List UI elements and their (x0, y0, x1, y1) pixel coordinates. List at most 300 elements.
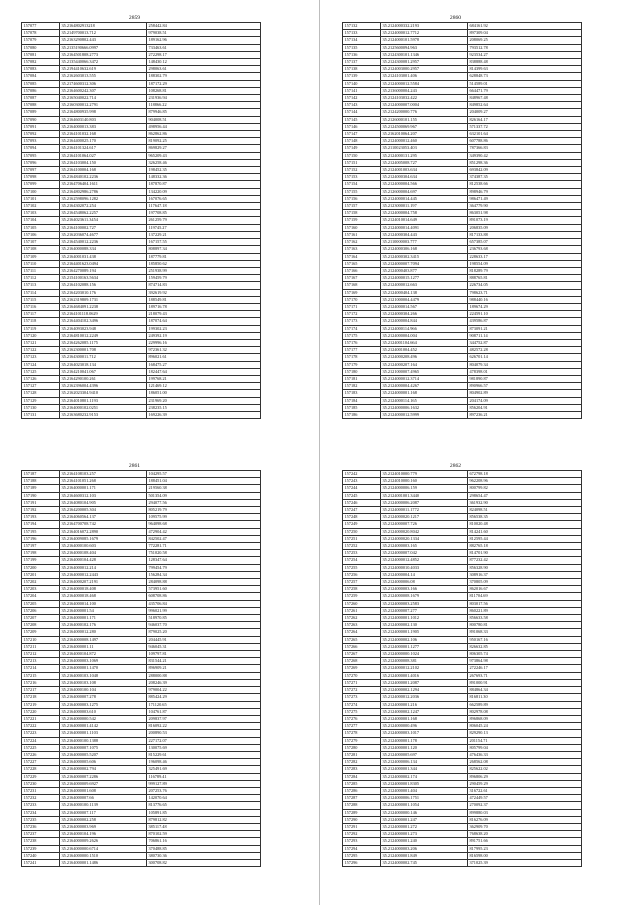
cell-code: 35.2164802913218 (60, 23, 147, 30)
cell-amount: 863051.98 (468, 210, 582, 217)
cell-id: 157165 (343, 260, 381, 267)
table-row (343, 116, 582, 123)
cell-code: 35.2124000007.7094 (381, 260, 468, 267)
cell-amount: 879946.85 (147, 109, 261, 116)
page-divider (319, 0, 320, 905)
cell-id: 157154 (343, 181, 381, 188)
cell-amount: 501354.09 (147, 492, 261, 499)
table-row (343, 759, 582, 766)
cell-id: 157125 (22, 368, 60, 375)
cell-code: 35.2124000014.445 (381, 195, 468, 202)
table-row (22, 159, 261, 166)
table-row (343, 390, 582, 397)
cell-amount: 979038.51 (147, 30, 261, 37)
table-row (22, 701, 261, 708)
cell-amount: 290459.29 (468, 780, 582, 787)
cell-code: 35.2124000004.758 (381, 210, 468, 217)
cell-amount: 268562.08 (468, 759, 582, 766)
cell-amount: 298654.47 (468, 492, 582, 499)
table-row (22, 658, 261, 665)
cell-code: 35.2124001104.664 (381, 339, 468, 346)
cell-id: 157185 (343, 404, 381, 411)
cell-id: 157079 (22, 37, 60, 44)
cell-id: 157240 (22, 852, 60, 859)
table-row (343, 404, 582, 411)
cell-id: 157244 (343, 485, 381, 492)
cell-amount: 159459.79 (147, 275, 261, 282)
table-row (343, 37, 582, 44)
table-row (343, 23, 582, 30)
table-row (343, 195, 582, 202)
cell-id: 157255 (343, 564, 381, 571)
cell-id: 157168 (343, 282, 381, 289)
cell-id: 157100 (22, 188, 60, 195)
cell-id: 157247 (343, 507, 381, 514)
cell-id: 157196 (22, 535, 60, 542)
cell-code: 35.2124000012.2036 (381, 694, 468, 701)
cell-amount: 472449.57 (468, 795, 582, 802)
cell-id: 157242 (343, 471, 381, 478)
cell-code: 35.2164103004.150 (60, 159, 147, 166)
cell-id: 157124 (22, 361, 60, 368)
cell-code: 35.2124000012.3714 (381, 375, 468, 382)
cell-code: 35.2163680232.9153 (60, 411, 147, 418)
cell-id: 157089 (22, 109, 60, 116)
cell-amount: 325491.69 (147, 766, 261, 773)
cell-amount: 856633.58 (468, 615, 582, 622)
cell-id: 157280 (343, 744, 381, 751)
cell-id: 157129 (22, 397, 60, 404)
cell-amount: 482572.28 (468, 347, 582, 354)
table-row (343, 629, 582, 636)
cell-code: 35.2164000001.1470 (60, 665, 147, 672)
cell-id: 157246 (343, 499, 381, 506)
table-row (22, 282, 261, 289)
cell-code: 35.2164000001.4142 (60, 723, 147, 730)
cell-code: 35.2124000001.216 (381, 701, 468, 708)
cell-amount: 344752.87 (468, 339, 582, 346)
cell-code: 35.2124000001.1905 (381, 629, 468, 636)
cell-id: 157082 (22, 59, 60, 66)
cell-id: 157229 (22, 773, 60, 780)
cell-id: 157181 (343, 375, 381, 382)
cell-code: 35.2164000005.5207 (60, 751, 147, 758)
table-row (22, 636, 261, 643)
cell-code: 35.2164800935.998 (60, 109, 147, 116)
cell-code: 35.2124000020.1334 (381, 535, 468, 542)
table-row (343, 478, 582, 485)
cell-amount: 294077.56 (147, 499, 261, 506)
table-row (22, 30, 261, 37)
table-row (343, 152, 582, 159)
table-row (22, 397, 261, 404)
cell-id: 157081 (22, 51, 60, 58)
cell-amount: 831544.21 (147, 658, 261, 665)
cell-id: 157262 (343, 615, 381, 622)
table-row (22, 543, 261, 550)
cell-amount: 964098.68 (147, 521, 261, 528)
cell-amount: 270092.37 (468, 802, 582, 809)
table-row (343, 411, 582, 418)
cell-id: 157097 (22, 167, 60, 174)
cell-id: 157111 (22, 267, 60, 274)
cell-amount: 121469.12 (147, 383, 261, 390)
cell-amount: 198452.35 (147, 167, 261, 174)
cell-id: 157241 (22, 859, 60, 866)
table-row (343, 87, 582, 94)
table-title: 2861 (128, 463, 141, 469)
cell-id: 157105 (22, 224, 60, 231)
cell-code: 35.2124001003.634 (381, 167, 468, 174)
cell-code: 35.2164000108.404 (60, 550, 147, 557)
cell-amount: 251938.99 (147, 267, 261, 274)
table-row (22, 780, 261, 787)
table-row (22, 37, 261, 44)
cell-amount: 860221.89 (468, 607, 582, 614)
cell-code: 35.2124000010.4033 (381, 564, 468, 571)
table-row (22, 411, 261, 418)
table-row (22, 354, 261, 361)
cell-amount: 800780.81 (468, 622, 582, 629)
cell-id: 157282 (343, 759, 381, 766)
table-row (343, 802, 582, 809)
cell-code: 35.2164210041.067 (60, 368, 147, 375)
table-row (343, 260, 582, 267)
cell-code: 35.2164000007.278 (60, 694, 147, 701)
cell-code: 35.2124000000.496 (381, 723, 468, 730)
cell-code: 35.2164000003.969 (60, 823, 147, 830)
cell-amount: 392619.92 (147, 289, 261, 296)
cell-code: 35.2164000012.214 (60, 564, 147, 571)
table-row (343, 145, 582, 152)
table-row (22, 615, 261, 622)
cell-code: 35.2164000001.11 (60, 643, 147, 650)
cell-amount: 171120.65 (147, 701, 261, 708)
table-row (22, 167, 261, 174)
table-row (22, 751, 261, 758)
cell-code: 35.2124000014.4091 (381, 224, 468, 231)
cell-amount: 814241.60 (468, 528, 582, 535)
cell-amount: 148430.12 (147, 59, 261, 66)
cell-code: 35.2124000001.344 (381, 766, 468, 773)
cell-id: 157222 (22, 723, 60, 730)
cell-amount: 804902.89 (468, 390, 582, 397)
cell-id: 157122 (22, 347, 60, 354)
cell-id: 157287 (343, 795, 381, 802)
cell-amount: 816092.22 (147, 723, 261, 730)
cell-amount: 109575.99 (147, 514, 261, 521)
cell-id: 157145 (343, 116, 381, 123)
table-row (22, 224, 261, 231)
cell-id: 157140 (343, 80, 381, 87)
cell-code: 35.2124000001.2087 (381, 679, 468, 686)
table-row (22, 44, 261, 51)
cell-code: 35.2164000000.6714 (60, 845, 147, 852)
cell-amount: 167157.55 (147, 239, 261, 246)
cell-id: 157226 (22, 751, 60, 758)
table-row (22, 87, 261, 94)
cell-code: 35.2164810012.2249 (60, 332, 147, 339)
cell-amount: 130075.69 (147, 744, 261, 751)
table-row (343, 708, 582, 715)
cell-id: 157138 (343, 66, 381, 73)
cell-code: 35.2124000114.165 (381, 397, 468, 404)
cell-amount: 664471.79 (468, 87, 582, 94)
cell-amount: 258442.84 (147, 23, 261, 30)
cell-code: 35.2124000001.247 (381, 816, 468, 823)
cell-code: 35.2164000000.542 (60, 715, 147, 722)
cell-amount: 803017.56 (468, 600, 582, 607)
cell-id: 157171 (343, 303, 381, 310)
cell-id: 157099 (22, 181, 60, 188)
cell-amount: 518970.85 (147, 615, 261, 622)
table-row (343, 275, 582, 282)
cell-id: 157213 (22, 658, 60, 665)
cell-id: 157256 (343, 571, 381, 578)
table-row (22, 303, 261, 310)
table-row (22, 550, 261, 557)
cell-amount: 261259.79 (147, 217, 261, 224)
cell-code: 35.2124000000.1024 (381, 651, 468, 658)
cell-amount: 476436.33 (468, 751, 582, 758)
cell-code: 35.2124000001.1277 (381, 643, 468, 650)
cell-id: 157108 (22, 246, 60, 253)
cell-id: 157150 (343, 152, 381, 159)
table-row (343, 600, 582, 607)
cell-code: 35.2165040022.714 (60, 95, 147, 102)
cell-id: 157234 (22, 809, 60, 816)
cell-code: 35.2110023053.403 (381, 145, 468, 152)
cell-id: 157182 (343, 383, 381, 390)
cell-code: 35.2164108103.257 (60, 471, 147, 478)
cell-amount: 817133.88 (468, 231, 582, 238)
cell-amount: 800799.82 (468, 485, 582, 492)
cell-id: 157112 (22, 275, 60, 282)
cell-id: 157162 (343, 239, 381, 246)
cell-amount: 632101.64 (468, 131, 582, 138)
cell-code: 35.2124000004.566 (381, 181, 468, 188)
cell-id: 157258 (343, 586, 381, 593)
cell-amount: 908711.14 (468, 332, 582, 339)
cell-id: 157239 (22, 845, 60, 852)
cell-amount: 856204.91 (468, 404, 582, 411)
cell-amount: 825622.02 (468, 766, 582, 773)
table-row (22, 708, 261, 715)
cell-amount: 849852.64 (468, 102, 582, 109)
cell-code: 35.2164102088.156 (60, 282, 147, 289)
cell-amount: 229996.16 (147, 339, 261, 346)
table-row (343, 397, 582, 404)
table-row (343, 224, 582, 231)
cell-id: 157231 (22, 787, 60, 794)
cell-id: 157169 (343, 289, 381, 296)
table-row (343, 246, 582, 253)
cell-code: 35.2124000207.164 (381, 361, 468, 368)
cell-id: 157205 (22, 600, 60, 607)
cell-amount: 187779.81 (147, 253, 261, 260)
table-row (22, 174, 261, 181)
cell-id: 157163 (343, 246, 381, 253)
cell-code: 35.2124000332.2193 (381, 23, 468, 30)
cell-amount: 896806.29 (468, 773, 582, 780)
table-row (343, 203, 582, 210)
table-row (22, 845, 261, 852)
cell-code: 35.2164700708.742 (60, 521, 147, 528)
table-row (22, 239, 261, 246)
table-row (22, 521, 261, 528)
cell-id: 157293 (343, 838, 381, 845)
table-row (343, 535, 582, 542)
table-row (22, 737, 261, 744)
cell-id: 157223 (22, 730, 60, 737)
cell-id: 157208 (22, 622, 60, 629)
table-row (343, 282, 582, 289)
cell-code: 35.2163290802.443 (60, 37, 147, 44)
table-row (22, 629, 261, 636)
cell-code: 35.2124000012.4852 (381, 557, 468, 564)
cell-amount: 981890.87 (468, 375, 582, 382)
cell-amount: 848967.48 (468, 95, 582, 102)
cell-code: 35.2164000000.1510 (60, 852, 147, 859)
cell-amount: 706861.16 (147, 838, 261, 845)
table-row (343, 737, 582, 744)
cell-amount: 628848.73 (468, 73, 582, 80)
cell-code: 35.2164080104.905 (60, 499, 147, 506)
table-row (343, 188, 582, 195)
cell-amount: 185850.62 (147, 260, 261, 267)
cell-code: 35.2124000001.178 (381, 737, 468, 744)
table-row (22, 694, 261, 701)
cell-code: 35.2124000002.1294 (381, 687, 468, 694)
cell-code: 35.2124000008.381 (381, 658, 468, 665)
cell-id: 157272 (343, 687, 381, 694)
table-row (22, 557, 261, 564)
cell-code: 35.2124010014.649 (381, 217, 468, 224)
cell-code: 35.2164684091.2238 (60, 303, 147, 310)
table-row (343, 471, 582, 478)
cell-code: 35.2110000003.777 (381, 239, 468, 246)
cell-amount: 189162.96 (147, 37, 261, 44)
cell-code: 35.2160300012.2791 (60, 102, 147, 109)
cell-amount: 105891.85 (147, 809, 261, 816)
table-row (343, 780, 582, 787)
cell-amount: 218079.43 (147, 311, 261, 318)
cell-id: 157172 (343, 311, 381, 318)
cell-code: 35.2164000007.66 (60, 795, 147, 802)
cell-code: 35.2164802986.2786 (60, 188, 147, 195)
cell-code: 35.2124000001.240 (381, 838, 468, 845)
table-row (22, 383, 261, 390)
cell-code: 35.2121000007.4965 (381, 368, 468, 375)
cell-id: 157144 (343, 109, 381, 116)
cell-amount: 693842.09 (468, 167, 582, 174)
cell-id: 157086 (22, 87, 60, 94)
cell-id: 157146 (343, 123, 381, 130)
cell-id: 157294 (343, 845, 381, 852)
cell-code: 35.2164401623.0494 (60, 260, 147, 267)
cell-id: 157266 (343, 643, 381, 650)
cell-id: 157254 (343, 557, 381, 564)
cell-amount: 962208.96 (468, 478, 582, 485)
table-row (22, 816, 261, 823)
cell-id: 157083 (22, 66, 60, 73)
cell-id: 157116 (22, 303, 60, 310)
cell-amount: 826632.85 (468, 643, 582, 650)
cell-code: 35.2124000001.849 (381, 852, 468, 859)
cell-amount: 896909.21 (147, 665, 261, 672)
cell-id: 157206 (22, 607, 60, 614)
cell-amount: 199302.23 (147, 325, 261, 332)
cell-code: 35.2124000012.2102 (381, 665, 468, 672)
cell-code: 35.2164000001.171 (60, 485, 147, 492)
cell-code: 35.2124000003.1017 (381, 730, 468, 737)
table-row (22, 586, 261, 593)
cell-amount: 824098.51 (468, 507, 582, 514)
cell-id: 157265 (343, 636, 381, 643)
table-row (22, 622, 261, 629)
cell-id: 157233 (22, 802, 60, 809)
cell-amount: 891068.33 (468, 629, 582, 636)
cell-amount: 946045.31 (147, 643, 261, 650)
data-table (342, 22, 582, 419)
cell-id: 157194 (22, 521, 60, 528)
cell-id: 157207 (22, 615, 60, 622)
cell-amount: 662589.89 (468, 701, 582, 708)
table-row (22, 665, 261, 672)
cell-code: 35.2124000020.1217 (381, 514, 468, 521)
table-row (22, 325, 261, 332)
cell-amount: 238235.15 (147, 404, 261, 411)
cell-code: 35.2164603140.803 (60, 116, 147, 123)
cell-id: 157151 (343, 159, 381, 166)
table-block-2860 (342, 15, 569, 419)
cell-code: 35.2124103032.422 (381, 95, 468, 102)
cell-code: 35.2162010064.207 (381, 131, 468, 138)
cell-id: 157274 (343, 701, 381, 708)
cell-amount: 751020.58 (147, 550, 261, 557)
cell-code: 35.2164000007.1075 (60, 744, 147, 751)
cell-id: 157251 (343, 535, 381, 542)
cell-amount: 870102.59 (147, 831, 261, 838)
table-row (343, 838, 582, 845)
table-row (343, 715, 582, 722)
cell-amount: 109797.81 (147, 651, 261, 658)
cell-amount: 818289.79 (468, 267, 582, 274)
cell-code: 35.2124000003.166 (381, 586, 468, 593)
cell-id: 157139 (343, 73, 381, 80)
cell-id: 157087 (22, 95, 60, 102)
cell-id: 157238 (22, 838, 60, 845)
cell-code: 35.2124010000.160 (381, 478, 468, 485)
cell-code: 35.2124500069.967 (381, 123, 468, 130)
cell-amount: 838888.48 (468, 59, 582, 66)
cell-code: 35.2164706404.1611 (60, 181, 147, 188)
cell-code: 35.2164302072.254 (60, 203, 147, 210)
table-row (343, 499, 582, 506)
cell-amount: 349390.42 (468, 152, 582, 159)
cell-code: 35.2124000020.8042 (381, 528, 468, 535)
cell-code: 35.2164000014.100 (60, 600, 147, 607)
table-row (22, 131, 261, 138)
cell-code: 35.2164000009.2626 (60, 838, 147, 845)
table-row (22, 809, 261, 816)
cell-amount: 219560.38 (147, 485, 261, 492)
cell-code: 35.2124000001.273 (381, 831, 468, 838)
cell-code: 35.2164548062.2257 (60, 210, 147, 217)
cell-amount: 573951.60 (147, 586, 261, 593)
table-row (22, 195, 261, 202)
cell-id: 157214 (22, 665, 60, 672)
